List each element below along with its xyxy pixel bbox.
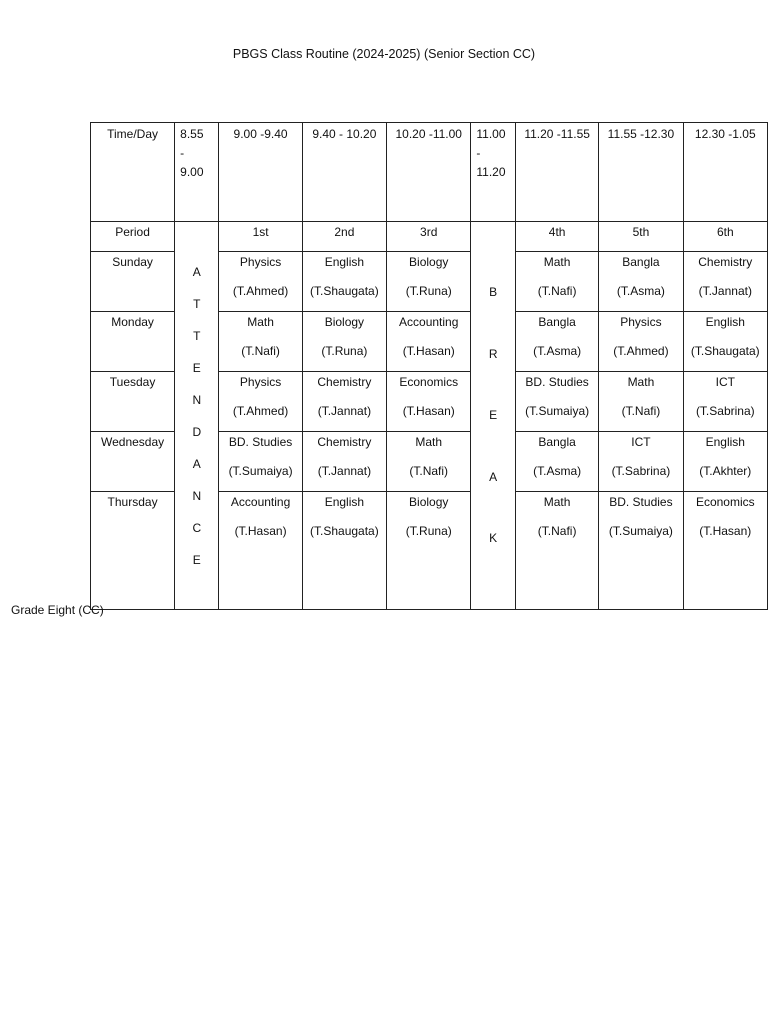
break-letter: A	[489, 469, 498, 484]
subject: Chemistry	[317, 375, 372, 389]
subject: Physics	[239, 375, 282, 389]
class-cell	[387, 492, 471, 610]
class-cell	[515, 372, 598, 432]
subject: English	[705, 315, 745, 329]
slot-header-6: 12.30 -1.05	[683, 123, 767, 222]
break-letter: B	[489, 285, 498, 300]
teacher: (T.Jannat)	[317, 464, 372, 478]
teacher: (T.Hasan)	[402, 344, 455, 358]
class-cell	[515, 312, 598, 372]
class-cell	[219, 312, 302, 372]
class-cell	[219, 252, 302, 312]
attendance-letter: D	[192, 425, 202, 439]
subject: Math	[415, 435, 443, 449]
teacher: (T.Sumaiya)	[608, 524, 673, 538]
teacher: (T.Sabrina)	[611, 464, 671, 478]
break-column	[471, 222, 516, 610]
subject: Bangla	[538, 315, 576, 329]
class-cell	[302, 492, 386, 610]
attendance-letter: C	[192, 521, 202, 535]
teacher: (T.Nafi)	[621, 404, 661, 418]
class-cell	[683, 492, 767, 610]
teacher: (T.Asma)	[533, 464, 582, 478]
class-cell	[387, 312, 471, 372]
subject: BD. Studies	[228, 435, 293, 449]
teacher: (T.Jannat)	[698, 284, 752, 298]
period-1: 1st	[219, 222, 302, 252]
period-row	[91, 222, 768, 252]
class-cell	[302, 432, 386, 492]
subject: Economics	[695, 495, 755, 509]
header-row	[91, 123, 768, 222]
period-6: 6th	[683, 222, 767, 252]
class-routine-table	[90, 122, 768, 610]
slot-header-5: 11.55 -12.30	[599, 123, 683, 222]
class-cell	[219, 372, 302, 432]
subject: Chemistry	[317, 435, 372, 449]
subject: Physics	[620, 315, 662, 329]
slot-header-4: 11.20 -11.55	[515, 123, 598, 222]
class-cell	[387, 252, 471, 312]
attendance-letter: T	[193, 297, 201, 311]
class-cell	[515, 432, 598, 492]
break-letter: R	[488, 346, 498, 361]
slot-header-2: 9.40 - 10.20	[302, 123, 386, 222]
class-cell	[683, 372, 767, 432]
subject: Bangla	[622, 255, 660, 269]
break-letter: K	[489, 531, 498, 546]
attendance-letter: E	[192, 361, 201, 375]
subject: Math	[627, 375, 655, 389]
grade-label: Grade Eight (CC)	[11, 603, 104, 617]
subject: BD. Studies	[609, 495, 673, 509]
subject: Biology	[324, 315, 365, 329]
teacher: (T.Hasan)	[234, 524, 287, 538]
subject: Math	[543, 495, 571, 509]
teacher: (T.Shaugata)	[310, 284, 379, 298]
teacher: (T.Runa)	[321, 344, 368, 358]
subject: Biology	[409, 255, 449, 269]
class-cell	[599, 432, 683, 492]
class-cell	[599, 252, 683, 312]
period-3: 3rd	[387, 222, 471, 252]
teacher: (T.Sumaiya)	[525, 404, 590, 418]
subject: Math	[247, 315, 274, 329]
attendance-time-header	[175, 123, 219, 222]
subject: Accounting	[230, 495, 291, 509]
subject: ICT	[631, 435, 651, 449]
class-cell	[599, 492, 683, 610]
time-day-header: Time/Day	[91, 123, 175, 222]
subject: Bangla	[538, 435, 576, 449]
class-cell	[599, 372, 683, 432]
subject: English	[324, 255, 365, 269]
subject: BD. Studies	[525, 375, 589, 389]
teacher: (T.Hasan)	[699, 524, 752, 538]
attendance-letter: T	[193, 329, 201, 343]
teacher: (T.Hasan)	[402, 404, 455, 418]
class-cell	[302, 372, 386, 432]
attendance-time-end: 9.00	[180, 165, 204, 179]
period-label: Period	[91, 222, 175, 252]
attendance-letter: A	[192, 265, 201, 279]
subject: Chemistry	[698, 255, 753, 269]
subject: Accounting	[399, 315, 459, 329]
class-cell	[515, 492, 598, 610]
attendance-time-dash: -	[180, 146, 185, 160]
day-label: Sunday	[91, 252, 175, 312]
break-time-end: 11.20	[476, 165, 506, 179]
class-cell	[683, 252, 767, 312]
class-cell	[387, 432, 471, 492]
attendance-time-start: 8.55	[180, 127, 204, 141]
attendance-letter: A	[192, 457, 201, 471]
day-label: Tuesday	[91, 372, 175, 432]
teacher: (T.Jannat)	[317, 404, 372, 418]
teacher: (T.Nafi)	[241, 344, 280, 358]
teacher: (T.Ahmed)	[232, 404, 289, 418]
subject: Economics	[399, 375, 459, 389]
subject: Physics	[239, 255, 282, 269]
attendance-letter: N	[192, 393, 202, 407]
subject: ICT	[715, 375, 735, 389]
class-cell	[302, 252, 386, 312]
class-cell	[599, 312, 683, 372]
period-5: 5th	[599, 222, 683, 252]
teacher: (T.Sumaiya)	[228, 464, 293, 478]
subject: Math	[543, 255, 571, 269]
class-cell	[219, 492, 302, 610]
class-cell	[219, 432, 302, 492]
teacher: (T.Nafi)	[409, 464, 449, 478]
teacher: (T.Runa)	[405, 284, 452, 298]
teacher: (T.Ahmed)	[232, 284, 289, 298]
period-4: 4th	[515, 222, 598, 252]
attendance-letter: E	[192, 553, 201, 567]
subject: English	[324, 495, 365, 509]
teacher: (T.Akhter)	[699, 464, 752, 478]
teacher: (T.Nafi)	[537, 524, 577, 538]
class-cell	[387, 372, 471, 432]
document-title: PBGS Class Routine (2024-2025) (Senior Section CC)	[232, 47, 536, 61]
teacher: (T.Shaugata)	[690, 344, 760, 358]
class-cell	[302, 312, 386, 372]
teacher: (T.Runa)	[405, 524, 452, 538]
period-2: 2nd	[302, 222, 386, 252]
attendance-letter: N	[192, 489, 202, 503]
break-time-header	[471, 123, 516, 222]
teacher: (T.Shaugata)	[310, 524, 379, 538]
attendance-column	[175, 222, 219, 610]
teacher: (T.Nafi)	[537, 284, 577, 298]
break-time-start: 11.00	[476, 127, 506, 141]
day-label: Thursday	[91, 492, 175, 610]
teacher: (T.Sabrina)	[695, 404, 755, 418]
subject: Biology	[409, 495, 449, 509]
class-cell	[515, 252, 598, 312]
slot-header-1: 9.00 -9.40	[219, 123, 302, 222]
break-letter: E	[489, 408, 498, 423]
day-label: Wednesday	[91, 432, 175, 492]
teacher: (T.Asma)	[533, 344, 582, 358]
slot-header-3: 10.20 -11.00	[387, 123, 471, 222]
break-time-dash: -	[476, 146, 481, 160]
class-cell	[683, 312, 767, 372]
subject: English	[705, 435, 745, 449]
teacher: (T.Asma)	[616, 284, 665, 298]
day-label: Monday	[91, 312, 175, 372]
teacher: (T.Ahmed)	[613, 344, 669, 358]
class-cell	[683, 432, 767, 492]
